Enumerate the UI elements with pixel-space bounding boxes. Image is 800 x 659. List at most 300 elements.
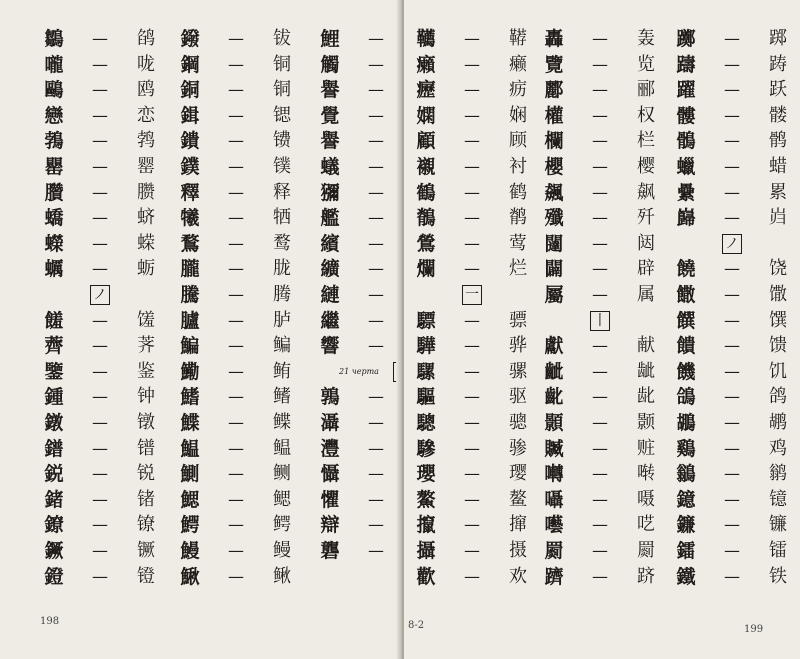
traditional-char: 譽	[320, 79, 340, 102]
traditional-char: 鐓	[44, 412, 64, 434]
entry-row	[40, 461, 160, 487]
em-dash: —	[368, 541, 384, 560]
traditional-char: 鷗	[44, 79, 64, 102]
traditional-char: 鐀	[180, 130, 200, 153]
em-dash: —	[464, 489, 480, 509]
traditional-char: 鐮	[676, 514, 696, 537]
traditional-char: 蠟	[676, 156, 696, 178]
em-dash: —	[464, 80, 480, 100]
em-dash: —	[592, 413, 608, 432]
entry-row	[40, 410, 160, 436]
entry-row	[672, 52, 792, 78]
traditional-char: 鰍	[180, 565, 200, 588]
traditional-char: 朧	[180, 258, 200, 281]
simplified-char: 骡	[509, 360, 527, 382]
traditional-char: 鍾	[44, 386, 64, 409]
em-dash: —	[228, 489, 244, 509]
em-dash: —	[592, 182, 608, 202]
simplified-char: 樱	[637, 156, 655, 177]
traditional-char: 攝	[416, 540, 436, 562]
simplified-char: 鹕	[769, 412, 787, 433]
entry-row	[540, 333, 660, 359]
simplified-char: 览	[637, 53, 655, 75]
traditional-char: 譽	[320, 130, 340, 153]
radical-heading	[540, 308, 660, 334]
em-dash: —	[464, 105, 480, 125]
entry-row	[540, 154, 660, 180]
simplified-char: 臜	[137, 181, 155, 203]
radical-box: ノ	[90, 285, 110, 305]
simplified-char: 权	[637, 104, 655, 126]
em-dash: —	[464, 387, 480, 407]
em-dash: —	[228, 566, 244, 586]
em-dash: —	[368, 105, 384, 125]
traditional-char: 獻	[544, 335, 564, 358]
entry-row	[176, 103, 296, 129]
em-dash: —	[228, 285, 244, 304]
em-dash: —	[368, 29, 384, 48]
traditional-char: 銅	[180, 79, 200, 102]
em-dash: —	[92, 54, 108, 74]
entry-row	[40, 256, 160, 282]
traditional-char: 飆	[544, 181, 564, 204]
entry-row	[540, 231, 660, 257]
entry-row	[540, 461, 660, 487]
entry-row	[40, 26, 160, 52]
radical-heading	[412, 282, 532, 308]
em-dash: —	[228, 208, 244, 228]
em-dash: —	[592, 54, 608, 74]
em-dash: —	[464, 336, 480, 356]
simplified-char: 馓	[769, 284, 787, 305]
simplified-char: 龇	[637, 360, 655, 382]
entry-row	[672, 564, 792, 590]
traditional-char: 齔	[544, 386, 564, 409]
page-number-left: 198	[40, 616, 60, 627]
traditional-char: 鵓	[44, 130, 64, 153]
traditional-char: 瓔	[416, 463, 436, 486]
em-dash: —	[592, 80, 608, 100]
simplified-char: 鹟	[769, 463, 787, 485]
traditional-char: 鯉	[320, 28, 340, 50]
entry-row	[412, 538, 532, 564]
em-dash: —	[724, 80, 740, 100]
em-dash: —	[228, 464, 244, 484]
traditional-char: 闥	[544, 232, 564, 255]
simplified-char: 镨	[137, 437, 155, 459]
em-dash: —	[368, 336, 384, 356]
traditional-char: 鴿	[676, 386, 696, 409]
traditional-char: 鰂	[180, 463, 200, 486]
traditional-char: 鶯	[416, 232, 436, 255]
em-dash: —	[724, 566, 740, 586]
em-dash: —	[592, 361, 608, 381]
em-dash: —	[368, 489, 384, 509]
simplified-char: 献	[637, 335, 655, 357]
em-dash: —	[228, 29, 244, 48]
em-dash: —	[228, 310, 244, 330]
em-dash: —	[464, 310, 480, 330]
traditional-char: 鰐	[180, 514, 200, 537]
entry-row	[316, 461, 402, 487]
em-dash: —	[724, 310, 740, 330]
em-dash: —	[464, 233, 480, 253]
entry-row	[540, 52, 660, 78]
em-dash: —	[228, 336, 244, 356]
traditional-char: 鰈	[180, 412, 200, 434]
traditional-char: 鶻	[676, 130, 696, 153]
traditional-char: 鰛	[180, 437, 200, 460]
section-heading	[316, 359, 402, 385]
entry-row	[540, 512, 660, 538]
entry-row	[40, 231, 160, 257]
traditional-char: 釋	[180, 181, 200, 204]
em-dash: —	[92, 541, 108, 560]
entry-row	[540, 103, 660, 129]
simplified-char: 鸽	[769, 386, 787, 408]
simplified-char: 鸡	[769, 437, 787, 459]
traditional-char: 鋼	[180, 53, 200, 76]
entry-row	[176, 231, 296, 257]
traditional-char: 襯	[416, 156, 436, 178]
em-dash: —	[92, 29, 108, 48]
em-dash: —	[368, 310, 384, 330]
entry-row	[540, 410, 660, 436]
entry-row	[540, 538, 660, 564]
em-dash: —	[592, 233, 608, 253]
simplified-char: 罂	[137, 156, 155, 177]
em-dash: —	[592, 285, 608, 304]
traditional-char: 臚	[180, 309, 200, 332]
simplified-char: 鹜	[273, 232, 291, 254]
em-dash: —	[724, 515, 740, 535]
em-dash: —	[228, 515, 244, 535]
simplified-char: 鞯	[509, 28, 527, 49]
entry-row	[176, 52, 296, 78]
simplified-char: 铜	[273, 79, 291, 101]
traditional-char: 鶘	[676, 412, 696, 434]
traditional-char: 覺	[320, 104, 340, 127]
entry-row	[40, 154, 160, 180]
traditional-char: 縺	[320, 284, 340, 306]
traditional-char: 饒	[676, 258, 696, 281]
traditional-char: 騾	[416, 360, 436, 383]
entry-row	[672, 384, 792, 410]
radical-box: 丨	[590, 311, 610, 331]
traditional-char: 饑	[676, 360, 696, 383]
entry-row	[672, 333, 792, 359]
simplified-char: 疬	[509, 79, 527, 101]
entry-row	[412, 333, 532, 359]
em-dash: —	[92, 233, 108, 253]
traditional-char: 攛	[416, 514, 436, 537]
em-dash: —	[368, 208, 384, 228]
entry-row	[412, 205, 532, 231]
simplified-char: 属	[637, 284, 655, 305]
entry-row	[412, 384, 532, 410]
simplified-char: 顾	[509, 130, 527, 152]
traditional-char: 鏺	[180, 28, 200, 50]
em-dash: —	[724, 464, 740, 484]
em-dash: —	[228, 80, 244, 100]
traditional-char: 囈	[544, 514, 564, 537]
traditional-char: 驅	[416, 386, 436, 409]
traditional-char: 饊	[676, 284, 696, 306]
traditional-char: 鐿	[676, 488, 696, 511]
entry-row	[316, 538, 402, 564]
entry-row	[176, 359, 296, 385]
simplified-char: 鳅	[273, 565, 291, 587]
em-dash: —	[368, 54, 384, 74]
em-dash: —	[92, 361, 108, 381]
entry-row	[40, 103, 160, 129]
traditional-char: 鍺	[44, 488, 64, 511]
entry-row	[40, 436, 160, 462]
entry-row	[40, 538, 160, 564]
entry-row	[176, 26, 296, 52]
traditional-char: 囁	[544, 488, 564, 511]
traditional-char: 灃	[320, 437, 340, 460]
em-dash: —	[724, 131, 740, 151]
simplified-char: 鳍	[273, 386, 291, 408]
simplified-char: 鲗	[273, 463, 291, 485]
simplified-char: 踯	[769, 28, 787, 49]
simplified-char: 娴	[509, 104, 527, 126]
entry-row	[40, 333, 160, 359]
em-dash: —	[92, 157, 108, 176]
em-dash: —	[368, 233, 384, 253]
entry-row	[316, 128, 402, 154]
em-dash: —	[592, 29, 608, 48]
simplified-char: 歼	[637, 207, 655, 229]
simplified-char: 鹁	[137, 130, 155, 152]
traditional-char: 顥	[544, 412, 564, 434]
em-dash: —	[464, 413, 480, 432]
simplified-char: 镣	[137, 514, 155, 536]
traditional-char: 鐙	[44, 565, 64, 588]
simplified-char: 蜡	[769, 156, 787, 177]
simplified-char: 鹤	[509, 181, 527, 203]
traditional-char: 蠑	[44, 232, 64, 255]
traditional-char: 鶩	[180, 232, 200, 255]
simplified-char: 鳃	[273, 488, 291, 510]
entry-row	[540, 282, 660, 308]
entry-row	[176, 461, 296, 487]
em-dash: —	[228, 233, 244, 253]
traditional-char: 鰲	[416, 488, 436, 511]
traditional-char: 鐠	[44, 437, 64, 460]
simplified-char: 罽	[637, 540, 655, 561]
simplified-char: 跻	[637, 565, 655, 587]
stroke-count-label: 21 черта	[339, 366, 379, 376]
em-dash: —	[368, 157, 384, 176]
em-dash: —	[92, 336, 108, 356]
simplified-char: 欢	[509, 565, 527, 587]
traditional-char: 罽	[544, 540, 564, 562]
traditional-char: 闢	[544, 258, 564, 281]
em-dash: —	[228, 182, 244, 202]
em-dash: —	[368, 131, 384, 151]
em-dash: —	[724, 387, 740, 407]
traditional-char: 饈	[44, 309, 64, 332]
simplified-char: 饥	[769, 360, 787, 382]
traditional-char: 鏷	[180, 156, 200, 178]
entry-row	[316, 231, 402, 257]
simplified-char: 骅	[509, 335, 527, 357]
em-dash: —	[464, 464, 480, 484]
entry-row	[412, 308, 532, 334]
traditional-char: 贓	[544, 437, 564, 460]
entry-row	[672, 512, 792, 538]
em-dash: —	[464, 182, 480, 202]
em-dash: —	[464, 157, 480, 176]
simplified-char: 胧	[273, 258, 291, 280]
em-dash: —	[92, 387, 108, 407]
em-dash: —	[724, 182, 740, 202]
simplified-char: 镢	[137, 540, 155, 561]
entry-row	[672, 256, 792, 282]
em-dash: —	[724, 541, 740, 560]
entry-row	[176, 384, 296, 410]
entry-row	[540, 256, 660, 282]
simplified-char: 髅	[769, 104, 787, 126]
entry-row	[540, 436, 660, 462]
entry-row	[40, 359, 160, 385]
simplified-char: 荠	[137, 335, 155, 357]
entry-row	[176, 333, 296, 359]
traditional-char: 蟜	[44, 207, 64, 230]
simplified-char: 啭	[637, 463, 655, 485]
traditional-char: 癧	[416, 79, 436, 102]
em-dash: —	[464, 259, 480, 279]
traditional-char: 鶵	[44, 28, 64, 50]
entry-row	[176, 487, 296, 513]
simplified-char: 飙	[637, 181, 655, 203]
traditional-char: 鰭	[180, 386, 200, 409]
traditional-char: 囀	[544, 463, 564, 486]
traditional-char: 鶴	[416, 181, 436, 204]
entry-row	[540, 180, 660, 206]
traditional-char: 覽	[544, 53, 564, 76]
entry-row	[412, 180, 532, 206]
traditional-char: 櫻	[544, 156, 564, 178]
simplified-char: 颢	[637, 412, 655, 433]
traditional-char: 歡	[416, 565, 436, 588]
simplified-char: 馈	[769, 335, 787, 357]
simplified-char: 恋	[137, 104, 155, 126]
entry-row	[672, 154, 792, 180]
traditional-char: 鶲	[676, 463, 696, 486]
traditional-char: 蟻	[320, 156, 340, 178]
entry-row	[316, 103, 402, 129]
entry-row	[672, 461, 792, 487]
simplified-char: 驱	[509, 386, 527, 408]
traditional-char: 鯿	[180, 335, 200, 358]
entry-row	[540, 564, 660, 590]
em-dash: —	[92, 259, 108, 279]
entry-row	[672, 410, 792, 436]
simplified-char: 累	[769, 181, 787, 203]
simplified-char: 铁	[769, 565, 787, 587]
entry-row	[40, 512, 160, 538]
simplified-char: 栏	[637, 130, 655, 152]
traditional-char: 韉	[416, 28, 436, 50]
entry-row	[316, 487, 402, 513]
traditional-char: 鶉	[320, 386, 340, 409]
traditional-char: 躍	[676, 79, 696, 102]
simplified-char: 镰	[769, 514, 787, 536]
traditional-char: 艦	[320, 207, 340, 230]
em-dash: —	[228, 259, 244, 279]
traditional-char: 顧	[416, 130, 436, 153]
simplified-char: 铜	[273, 53, 291, 75]
simplified-char: 镭	[769, 540, 787, 561]
entry-row	[672, 205, 792, 231]
em-dash: —	[724, 157, 740, 176]
entry-row	[176, 282, 296, 308]
simplified-char: 赃	[637, 437, 655, 459]
em-dash: —	[368, 80, 384, 100]
entry-row	[316, 282, 402, 308]
em-dash: —	[464, 54, 480, 74]
entry-row	[412, 410, 532, 436]
em-dash: —	[368, 285, 384, 304]
em-dash: —	[724, 413, 740, 432]
entry-row	[176, 256, 296, 282]
simplified-char: 岿	[769, 207, 787, 229]
entry-row	[412, 512, 532, 538]
simplified-char: 鳊	[273, 335, 291, 357]
em-dash: —	[228, 387, 244, 407]
radical-box: 一	[462, 285, 482, 305]
entry-row	[40, 52, 160, 78]
traditional-char: 鐵	[676, 565, 696, 588]
em-dash: —	[228, 361, 244, 381]
traditional-char: 嫻	[416, 104, 436, 127]
radical-heading	[672, 231, 792, 257]
em-dash: —	[464, 208, 480, 228]
simplified-char: 饶	[769, 258, 787, 280]
entry-row	[316, 308, 402, 334]
em-dash: —	[724, 438, 740, 458]
entry-row	[316, 384, 402, 410]
entry-row	[40, 77, 160, 103]
simplified-char: 馔	[769, 309, 787, 331]
traditional-char: 鍓	[180, 104, 200, 127]
simplified-char: 璎	[509, 463, 527, 485]
em-dash: —	[592, 438, 608, 458]
entry-row	[540, 359, 660, 385]
entry-row	[412, 26, 532, 52]
simplified-char: 鳗	[273, 540, 291, 561]
em-dash: —	[92, 566, 108, 586]
traditional-char: 躑	[676, 28, 696, 50]
em-dash: —	[92, 182, 108, 202]
spine-mark: 8-2	[408, 620, 425, 631]
radical-box: ノ	[722, 234, 742, 254]
entry-row	[176, 564, 296, 590]
simplified-char: 鹡	[509, 207, 527, 229]
entry-row	[316, 333, 402, 359]
traditional-char: 騰	[180, 284, 200, 306]
em-dash: —	[724, 105, 740, 125]
em-dash: —	[92, 489, 108, 509]
entry-row	[412, 487, 532, 513]
traditional-char: 髏	[676, 104, 696, 127]
entry-row	[316, 256, 402, 282]
em-dash: —	[592, 464, 608, 484]
entry-row	[412, 461, 532, 487]
